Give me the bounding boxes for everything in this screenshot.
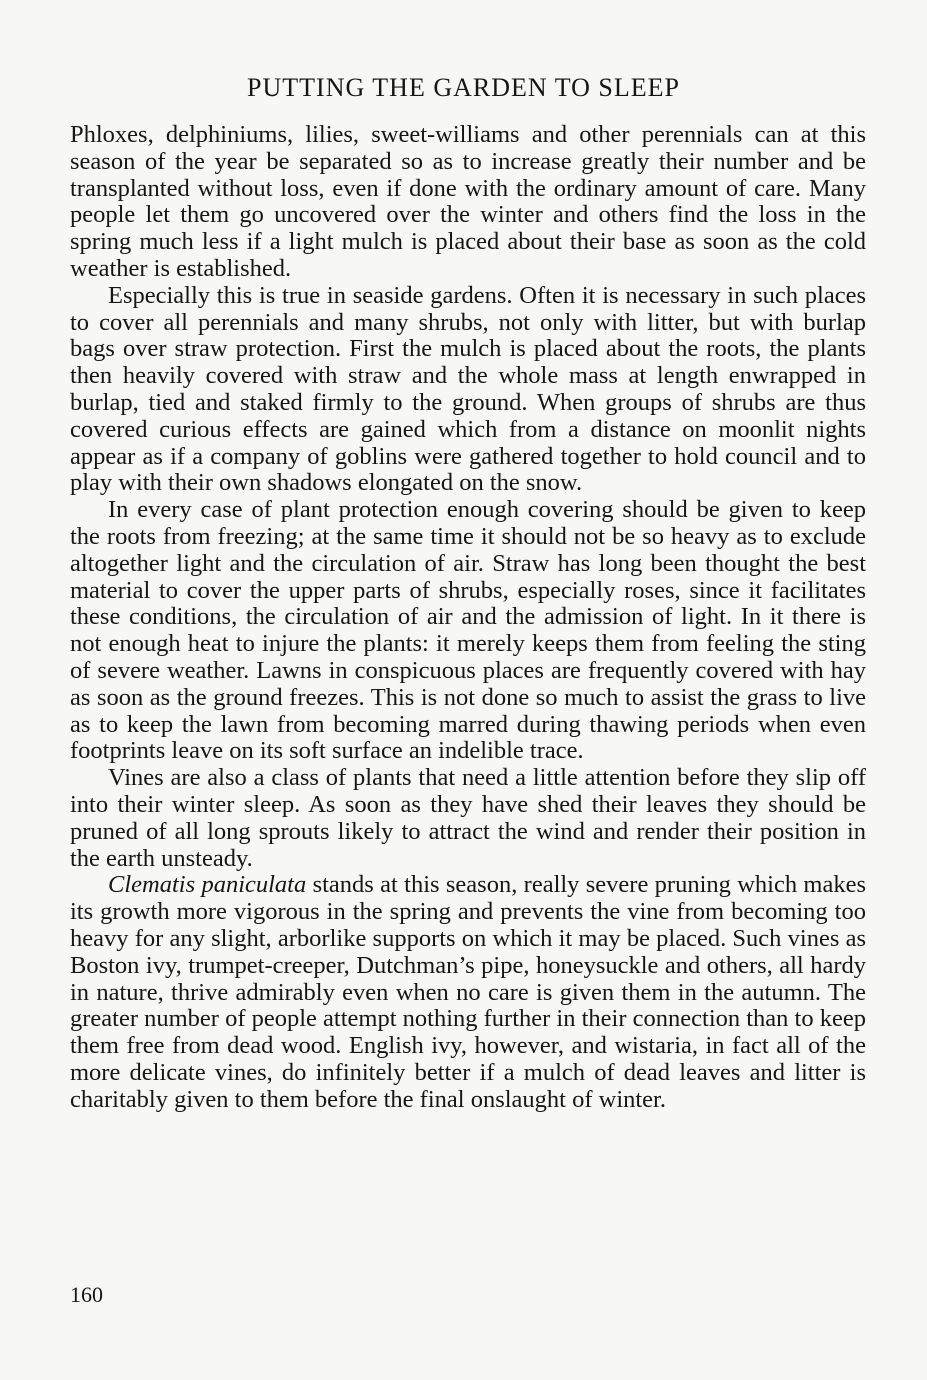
paragraph-3: In every case of plant protection enough covering should be given to keep the roots from freezing; at the same time it should not be so heavy as to exclude altogether light and the circulation of air. Straw has long been thought the best material to cover the upper parts of shrubs, especially roses, since it facilitates these conditions, the circulation of air and the admission of light. In it there is not enough heat to injure the plants: it merely keeps them from feeling the sting of severe weather. Lawns in conspicuous places are frequently covered with hay as soon as the ground freezes. This is not done so much to assist the grass to live as to keep the lawn from becoming marred during thawing periods when even footprints leave on its soft surface an indelible trace. — [70, 496, 866, 765]
paragraph-5-text: stands at this season, really severe pruning which makes its growth more vigorous in the spring and prevents the vine from becoming too heavy for any slight, arborlike supports on which it may be placed. Such vines as Boston ivy, trumpet-creeper, Dutchman’s pipe, honeysuckle and others, all hardy in nature, thrive admirably even when no care is given them in the autumn. The greater number of people attempt nothing further in their connection than to keep them free from dead wood. English ivy, however, and wistaria, in fact all of the more delicate vines, do infinitely better if a mulch of dead leaves and litter is charitably given to them before the final onslaught of winter. — [70, 871, 866, 1113]
page-number: 160 — [70, 1282, 103, 1307]
paragraph-2: Especially this is true in seaside gardens. Often it is necessary in such places to cover all perennials and many shrubs, not only with litter, but with burlap bags over straw protection. First the mulch is placed about the roots, the plants then heavily covered with straw and the whole mass at length enwrapped in burlap, tied and staked firmly to the ground. When groups of shrubs are thus covered curious effects are gained which from a distance on moonlit nights appear as if a company of goblins were gathered together to hold council and to play with their own shadows elongated on the snow. — [70, 281, 866, 497]
paragraph-5 — [70, 872, 866, 1113]
paragraph-1: Phloxes, delphiniums, lilies, sweet-williams and other perennials can at this season of the year be separated so as to increase greatly their number and be transplanted without loss, even if done with the ordinary amount of care. Many people let them go uncovered over the winter and others find the loss in the spring much less if a light mulch is placed about their base as soon as the cold weather is established. — [70, 121, 866, 282]
body-text — [70, 122, 866, 1113]
italic-plant-name: Clematis paniculata — [108, 871, 307, 899]
paragraph-4: Vines are also a class of plants that need a little attention before they slip off into their winter sleep. As soon as they have shed their leaves they should be pruned of all long sprouts likely to attract the wind and render their position in the earth unsteady. — [70, 764, 866, 872]
running-head: PUTTING THE GARDEN TO SLEEP — [247, 73, 680, 102]
